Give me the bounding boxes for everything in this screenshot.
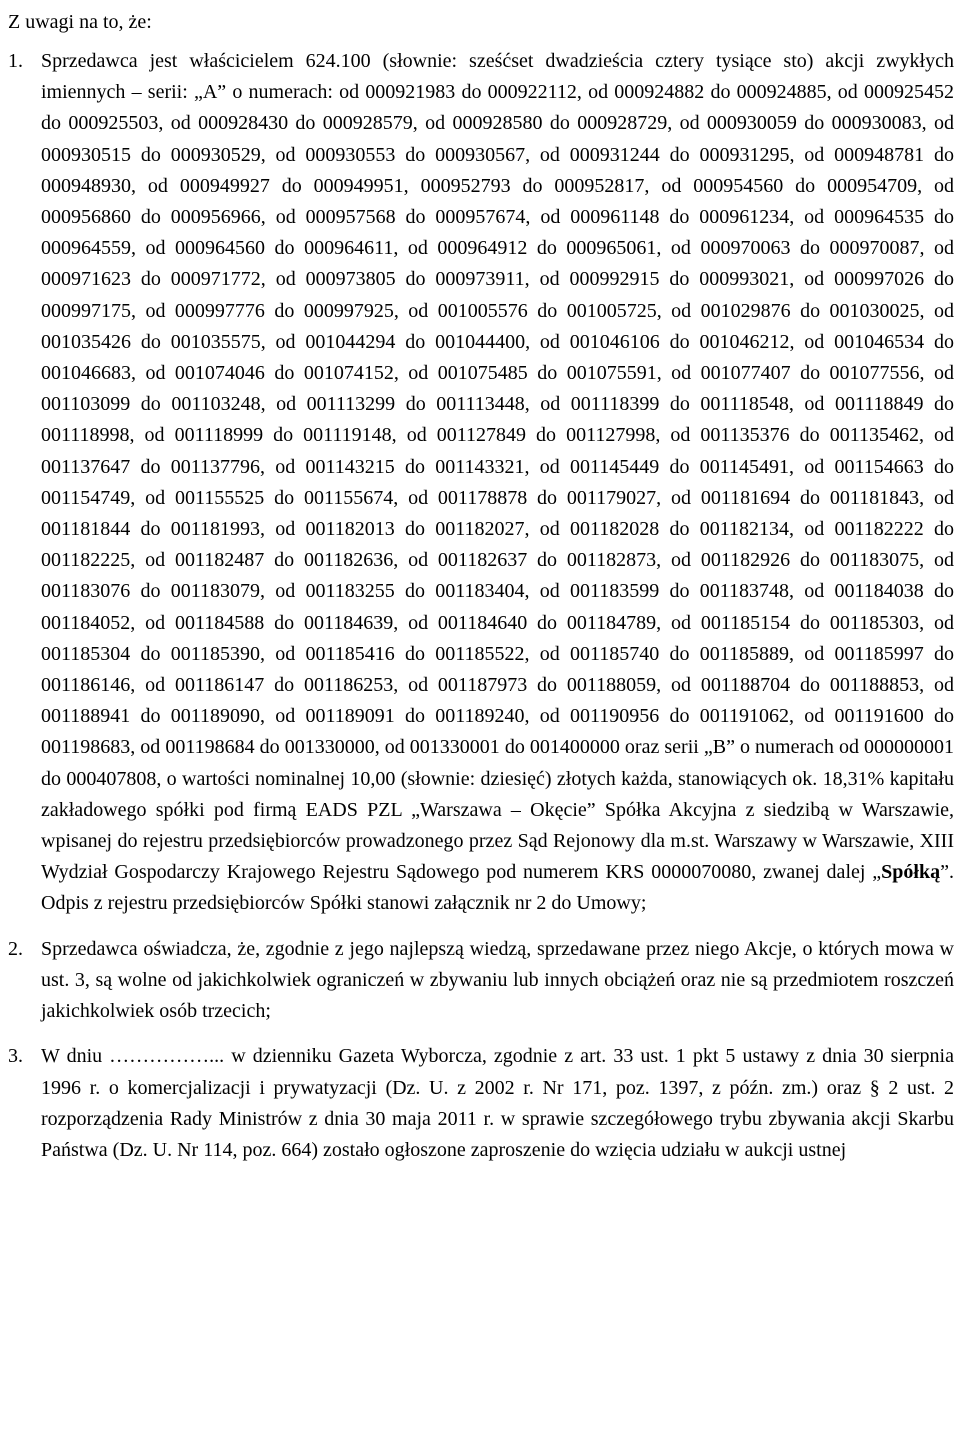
list-item-text: W dniu ……………... w dzienniku Gazeta Wyborcza, zgodnie z art. 33 ust. 1 pkt 5 ustawy z dnia 30 sierpnia 1996 r. o komercjalizacji i prywatyzacji (Dz. U. z 2002 r. Nr 171, poz. 1397, z późn. zm.) oraz § 2 ust. 2 rozporządzenia Rady Ministrów z dnia 30 maja 2011 r. w sprawie szczegółowego trybu zbywania akcji Skarbu Państwa (Dz. U. Nr 114, poz. 664) zostało ogłoszone zaproszenie do wzięcia udziału w aukcji ustnej bbox=[41, 1045, 954, 1161]
intro-line: Z uwagi na to, że: bbox=[8, 11, 152, 33]
list-item bbox=[8, 1041, 954, 1166]
list-item bbox=[8, 46, 954, 920]
list-item-number: 2. bbox=[8, 937, 23, 960]
list-item-number: 3. bbox=[8, 1045, 23, 1068]
list-item-text bbox=[41, 50, 954, 914]
item-1-text-start: Sprzedawca jest właścicielem 624.100 (słownie: sześćset dwadzieścia cztery tysiące sto) akcji zwykłych imiennych – serii: „A” o numerach: od 000921983 do 000922112, od 000924882 do 000924885, od 000925452 do 000925503, od 000928430 do 000928579, od 000928580 do 000928729, od 000930059 do 000930083, od 000930515 do 000930529, od 000930553 do 000930567, od 000931244 do 000931295, od 000948781 do 000948930, od 000949927 do 000949951, 000952793 do 000952817, od 000954560 do 000954709, od 000956860 do 000956966, od 000957568 do 000957674, od 000961148 do 000961234, od 000964535 do 000964559, od 000964560 do 000964611, od 000964912 do 000965061, od 000970063 do 000970087, od 000971623 do 000971772, od 000973805 do 000973911, od 000992915 do 000993021, od 000997026 do 000997175, od 000997776 do 000997925, od 001005576 do 001005725, od 001029876 do 001030025, od 001035426 do 001035575, od 001044294 do 001044400, od 001046106 do 001046212, od 001046534 do 001046683, od 001074046 do 001074152, od 001075485 do 001075591, od 001077407 do 001077556, od 001103099 do 001103248, od 001113299 do 001113448, od 001118399 do 001118548, od 001118849 do 001118998, od 001118999 do 001119148, od 001127849 do 001127998, od 001135376 do 001135462, od 001137647 do 001137796, od 001143215 do 001143321, od 001145449 do 001145491, od 001154663 do 001154749, od 001155525 do 001155674, od 001178878 do 001179027, od 001181694 do 001181843, od 001181844 do 001181993, od 001182013 do 001182027, od 001182028 do 001182134, od 001182222 do 001182225, od 001182487 do 001182636, od 001182637 do 001182873, od 001182926 do 001183075, od 001183076 do 001183079, od 001183255 do 001183404, od 001183599 do 001183748, od 001184038 do 001184052, od 001184588 do 001184639, od 001184640 do 001184789, od 001185154 do 001185303, od 001185304 do 001185390, od 001185416 do 001185522, od 001185740 do 001185889, od 001185997 do 001186146, od 001186147 do 001186253, od 001187973 do 001188059, od 001188704 do 001188853, od 001188941 do 001189090, od 001189091 do 001189240, od 001190956 do 001191062, od 001191600 do 001198683, od 001198684 do 001330000, od 001330001 do 001400000 oraz serii „B” o numerach od 000000001 do 000407808, o wartości nominalnej 10,00 (słownie: dziesięć) złotych każda, stanowiących ok. 18,31% kapitału zakładowego spółki pod firmą EADS PZL „Warszawa – Okęcie” Spółka Akcyjna z siedzibą w Warszawie, wpisanej do rejestru przedsiębiorców prowadzonego przez Sąd Rejonowy dla m.st. Warszawy w Warszawie, XIII Wydział Gospodarczy Krajowego Rejestru Sądowego pod numerem KRS 0000070080, zwanej dalej „ bbox=[41, 50, 954, 884]
numbered-list bbox=[8, 46, 954, 1166]
list-item-text: Sprzedawca oświadcza, że, zgodnie z jego najlepszą wiedzą, sprzedawane przez niego Akcje, o których mowa w ust. 3, są wolne od jakichkolwiek ograniczeń w zbywaniu lub innych obciążeń oraz nie są przedmiotem roszczeń jakichkolwiek osób trzecich; bbox=[41, 937, 954, 1023]
item-1-text-end: ”. Odpis z rejestru przedsiębiorców Spółki stanowi załącznik nr 2 do Umowy; bbox=[41, 861, 954, 915]
list-item bbox=[8, 934, 954, 1028]
item-1-bold-term: Spółką bbox=[881, 861, 941, 884]
list-item-number: 1. bbox=[8, 50, 23, 72]
